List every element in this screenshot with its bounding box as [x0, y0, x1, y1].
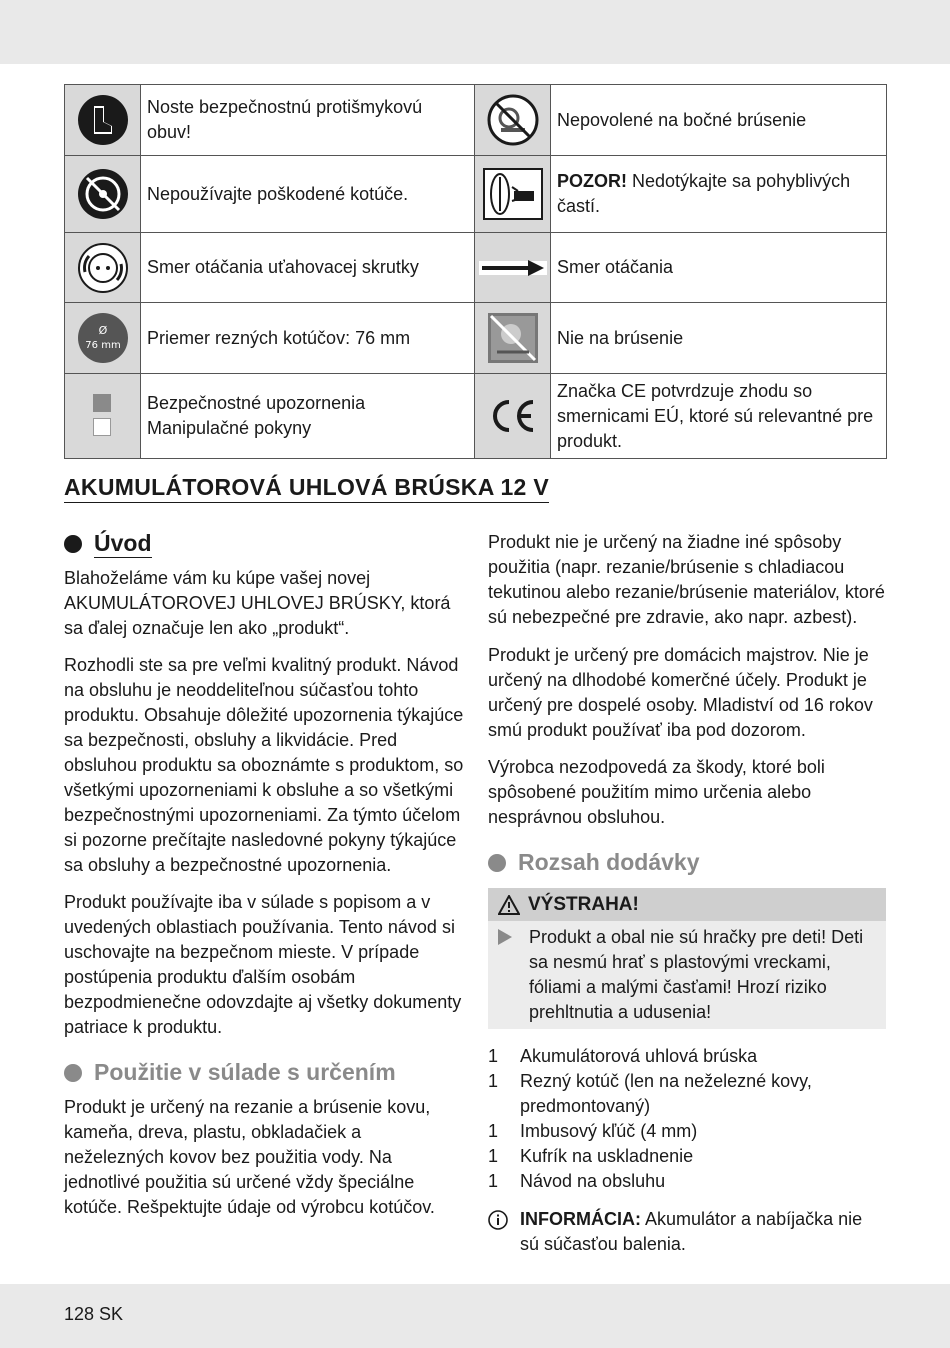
symbol-text-rest: Nedotýkajte sa pohyblivých častí. — [557, 171, 851, 216]
symbol-text: Priemer rezných kotúčov: 76 mm — [141, 303, 475, 374]
warning-text: Produkt a obal nie sú hračky pre deti! Deti sa nesmú hrať s plastovými vreckami, fóliami a malými časťami! Hrozí riziko prehltnutia a udusenia! — [529, 927, 864, 1022]
item-qty: 1 — [488, 1171, 499, 1191]
intro-heading-text: Úvod — [94, 530, 152, 556]
warning-title: VÝSTRAHA! — [528, 893, 639, 915]
page-number: 128 SK — [64, 1304, 124, 1324]
ce-mark-icon — [475, 374, 551, 459]
list-item — [488, 1044, 886, 1069]
symbol-text: Značka CE potvrdzuje zhodu so smernicami EÚ, ktoré sú relevantné pre produkt. — [551, 374, 887, 459]
symbol-text — [551, 156, 887, 233]
symbol-text: Nie na brúsenie — [551, 303, 887, 374]
item-qty: 1 — [488, 1146, 499, 1166]
symbol-bold: POZOR! — [557, 171, 627, 191]
bullet-dot — [488, 854, 506, 872]
warning-header — [488, 888, 886, 921]
diameter-symbol: Ø — [98, 324, 107, 337]
list-item — [488, 1119, 886, 1144]
info-label: INFORMÁCIA: — [520, 1209, 641, 1229]
delivery-list — [488, 1044, 886, 1194]
symbol-text: Smer otáčania — [551, 233, 887, 303]
safety-boots-icon — [65, 85, 141, 156]
warning-body — [488, 921, 886, 1025]
list-item — [488, 1069, 886, 1119]
info-text: Akumulátor a nabíjačka nie sú súčasťou balenia. — [520, 1209, 863, 1254]
arrow-bullet-icon — [498, 929, 512, 945]
info-icon — [488, 1210, 508, 1230]
item-text: Návod na obsluhu — [520, 1171, 666, 1191]
symbol-row — [65, 85, 887, 156]
diameter-value: 76 mm — [84, 340, 121, 351]
delivery-heading — [488, 849, 700, 876]
no-grinding-icon — [475, 303, 551, 374]
intended-use-heading — [64, 1059, 396, 1086]
symbol-row — [65, 156, 887, 233]
symbol-row — [65, 303, 887, 374]
list-item — [488, 1144, 886, 1169]
item-qty: 1 — [488, 1071, 499, 1091]
item-text: Kufrík na uskladnenie — [520, 1146, 694, 1166]
item-qty: 1 — [488, 1121, 499, 1141]
legend-squares-icon — [65, 374, 141, 459]
symbol-row — [65, 374, 887, 459]
warning-triangle-icon — [498, 895, 520, 915]
intro-paragraph: Rozhodli ste sa pre veľmi kvalitný produkt. Návod na obsluhu je neoddeliteľnou súčasťou tohto produktu. Obsahuje dôležité upozornenia týkajúce sa bezpečnosti, obsluhy a likvidácie. Pred obsluhou produktu sa oboznámte s produktom, so všetkými upozorneniami k obsluhe a so všetkými bezpečnostnými upozorneniami. Za týmto účelom si pozorne prečítajte nasledovné pokyny týkajúce sa obsluhy a bezpečnostné upozornenia. — [64, 655, 464, 875]
legend-handling-text: Manipulačné pokyny — [147, 418, 312, 438]
symbol-text: Smer otáčania uťahovacej skrutky — [141, 233, 475, 303]
intended-use-paragraph: Výrobca nezodpovedá za škody, ktoré boli spôsobené použitím mimo určenia alebo nesprávnou obsluhou. — [488, 757, 825, 827]
item-qty: 1 — [488, 1046, 499, 1066]
header-band — [0, 0, 950, 64]
bullet-dot — [64, 1064, 82, 1082]
symbol-text: Nepoužívajte poškodené kotúče. — [141, 156, 475, 233]
disc-diameter-icon — [65, 303, 141, 374]
footer-band — [0, 1284, 950, 1348]
intro-heading — [64, 530, 152, 558]
intro-paragraph: Produkt používajte iba v súlade s popisom a v uvedených oblastiach používania. Tento návod si uschovajte na bezpečnom mieste. V prípade postúpenia produktu ďalším osobám bezpodmienečne odovzdajte aj všetky dokumenty patriace k produktu. — [64, 892, 462, 1037]
rotation-arrow-icon — [475, 233, 551, 303]
intended-use-paragraph: Produkt je určený na rezanie a brúsenie kovu, kameňa, dreva, plastu, obkladačiek a neželezných kovov bez použitia vody. Na jednotlivé použitia sú určené vždy špeciálne kotúče. Rešpektujte údaje od výrobcu kotúčov. — [64, 1097, 435, 1217]
no-damaged-disc-icon — [65, 156, 141, 233]
intended-use-heading-text: Použitie v súlade s určením — [94, 1059, 396, 1085]
symbols-table — [64, 84, 887, 459]
symbol-row — [65, 233, 887, 303]
warning-box — [488, 888, 886, 1029]
legend-safety-text: Bezpečnostné upozornenia — [147, 393, 366, 413]
intended-use-paragraph: Produkt nie je určený na žiadne iné spôsoby použitia (napr. rezanie/brúsenie s chladiacou tekutinou alebo rezanie/brúsenie materiálov, ktoré sú nebezpečné pre zdravie, ako napr. azbest). — [488, 532, 885, 627]
page-title: AKUMULÁTOROVÁ UHLOVÁ BRÚSKA 12 V — [64, 474, 549, 503]
item-text: Akumulátorová uhlová brúska — [520, 1046, 758, 1066]
info-note — [488, 1207, 886, 1257]
intro-paragraph: Blahoželáme vám ku kúpe vašej novej AKUMULÁTOROVEJ UHLOVEJ BRÚSKY, ktorá sa ďalej označuje len ako „produkt“. — [64, 568, 451, 638]
clamping-screw-direction-icon — [65, 233, 141, 303]
item-text: Rezný kotúč (len na neželezné kovy, predmontovaný) — [520, 1071, 812, 1116]
no-side-grinding-icon — [475, 85, 551, 156]
list-item — [488, 1169, 886, 1194]
delivery-heading-text: Rozsah dodávky — [518, 849, 700, 875]
symbol-text: Nepovolené na bočné brúsenie — [551, 85, 887, 156]
intended-use-paragraph: Produkt je určený pre domácich majstrov. Nie je určený na dlhodobé komerčné účely. Produkt je určený pre dospelé osoby. Mladiství od 16 rokov smú produkt používať iba pod dozorom. — [488, 645, 873, 740]
item-text: Imbusový kľúč (4 mm) — [520, 1121, 698, 1141]
symbol-text: Noste bezpečnostnú protišmykovú obuv! — [141, 85, 475, 156]
moving-parts-hand-icon — [475, 156, 551, 233]
symbol-text — [141, 374, 475, 459]
bullet-dot — [64, 535, 82, 553]
